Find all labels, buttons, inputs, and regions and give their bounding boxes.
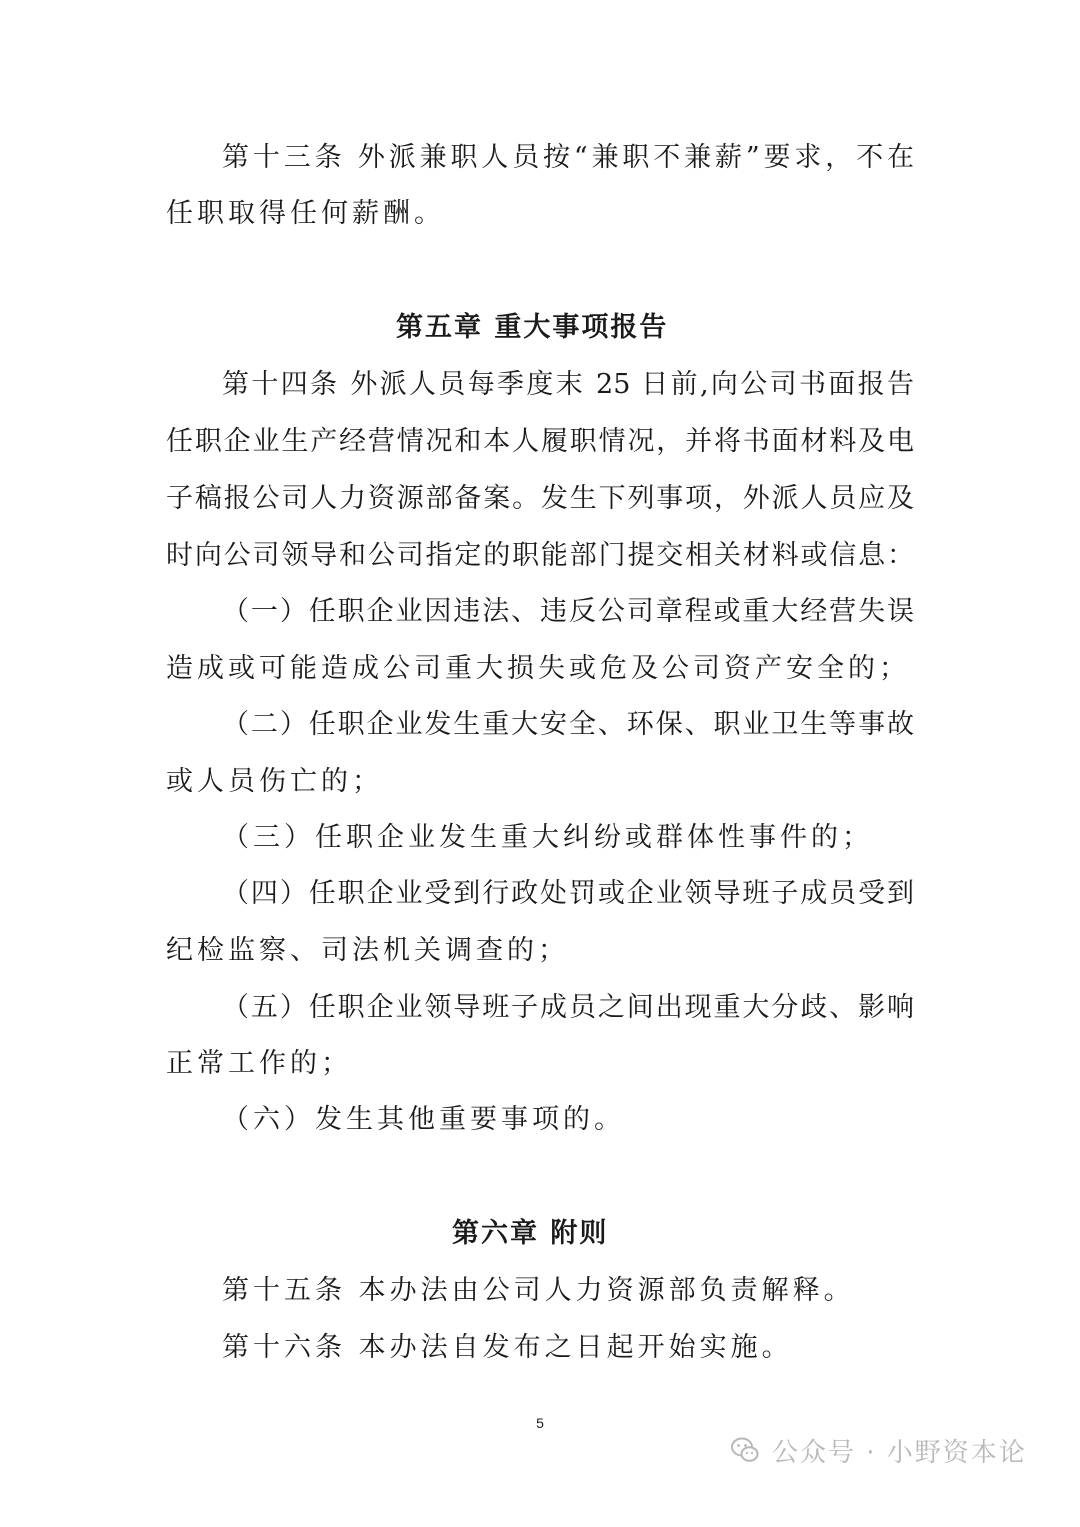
- article-14-line-3: 子稿报公司人力资源部备案。发生下列事项，外派人员应及: [166, 483, 914, 514]
- article-16-line: 第十六条 本办法自发布之日起开始实施。: [222, 1332, 793, 1363]
- article-14-line-2: 任职企业生产经营情况和本人履职情况，并将书面材料及电: [166, 426, 914, 457]
- item-4-line-1: （四）任职企业受到行政处罚或企业领导班子成员受到: [222, 878, 914, 909]
- watermark: [730, 1428, 1027, 1472]
- item-3-line: （三）任职企业发生重大纠纷或群体性事件的；: [222, 822, 873, 853]
- item-1-line-2: 造成或可能造成公司重大损失或危及公司资产安全的；: [166, 653, 910, 684]
- article-14-line-4: 时向公司领导和公司指定的职能部门提交相关材料或信息：: [166, 540, 914, 571]
- article-13-line-2: 任职取得任何薪酬。: [166, 198, 445, 229]
- item-1-line-1: （一）任职企业因违法、违反公司章程或重大经营失误: [222, 596, 914, 627]
- page-number: 5: [536, 1415, 544, 1431]
- item-2-line-2: 或人员伤亡的；: [166, 766, 383, 797]
- chapter-5-heading: 第五章 重大事项报告: [396, 312, 669, 343]
- chapter-6-heading: 第六章 附则: [452, 1218, 609, 1249]
- wechat-icon: [730, 1435, 760, 1465]
- item-5-line-1: （五）任职企业领导班子成员之间出现重大分歧、影响: [222, 992, 914, 1023]
- watermark-text: 公众号 · 小野资本论: [772, 1437, 1027, 1468]
- item-4-line-2: 纪检监察、司法机关调查的；: [166, 935, 569, 966]
- article-15-line: 第十五条 本办法由公司人力资源部负责解释。: [222, 1275, 855, 1306]
- item-5-line-2: 正常工作的；: [166, 1048, 352, 1079]
- item-6-line: （六）发生其他重要事项的。: [222, 1104, 625, 1135]
- article-13-line-1: 第十三条 外派兼职人员按“兼职不兼薪”要求，不在: [222, 142, 914, 173]
- item-2-line-1: （二）任职企业发生重大安全、环保、职业卫生等事故: [222, 709, 914, 740]
- article-14-line-1: 第十四条 外派人员每季度末 25 日前,向公司书面报告: [222, 369, 914, 400]
